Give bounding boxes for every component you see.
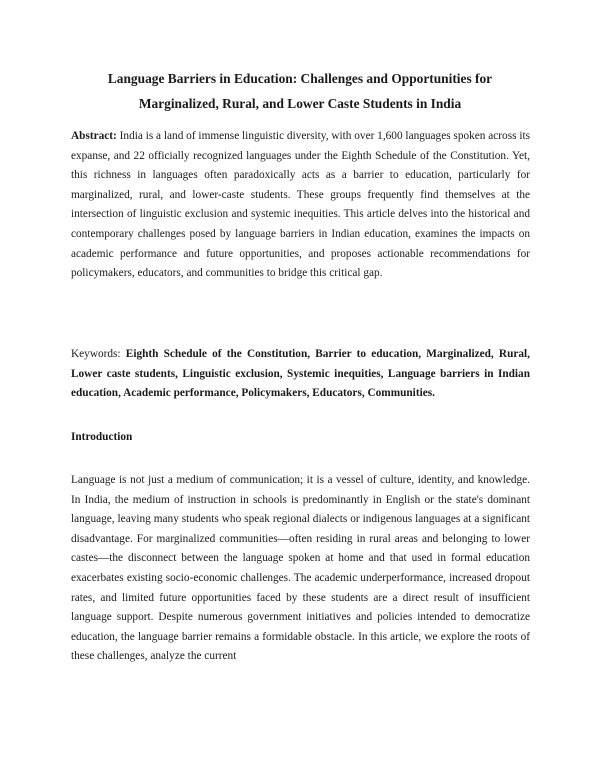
- paper-title-line-2: Marginalized, Rural, and Lower Caste Students in India: [138, 96, 462, 111]
- introduction-paragraph: Language is not just a medium of communication; it is a vessel of culture, identity, and knowledge. In India, the medium of instruction in schools is predominantly in English or the state's dominant language, leaving many students who speak regional dialects or indigenous languages at a significant disadvantage. For marginalized communities—often residing in rural areas and belonging to lower castes—the disconnect between the language spoken at home and that used in formal education exacerbates existing socio-economic challenges. The academic underperformance, increased dropout rates, and limited future opportunities faced by these students are a direct result of insufficient language support. Despite numerous government initiatives and policies intended to democratize education, the language barrier remains a formidable obstacle. In this article, we explore the roots of these challenges, analyze the current: [71, 474, 530, 663]
- keywords-paragraph: [71, 345, 530, 404]
- abstract-paragraph: [71, 127, 530, 284]
- abstract-text: India is a land of immense linguistic diversity, with over 1,600 languages spoken across its expanse, and 22 officially recognized languages under the Eighth Schedule of the Constitution. Yet, this richness in languages often paradoxically acts as a barrier to education, particularly for marginalized, rural, and lower-caste students. These groups frequently find themselves at the intersection of linguistic exclusion and systemic inequities. This article delves into the historical and contemporary challenges posed by language barriers in Indian education, examines the impacts on academic performance and future opportunities, and proposes actionable recommendations for policymakers, educators, and communities to bridge this critical gap.: [71, 130, 531, 280]
- keywords-text: Eighth Schedule of the Constitution, Barrier to education, Marginalized, Rural, Lower caste students, Linguistic exclusion, Systemic inequities, Language barriers in Indian education, Academic performance, Policymakers, Educators, Communities.: [71, 348, 530, 400]
- keywords-label: Keywords:: [71, 348, 121, 360]
- introduction-heading: Introduction: [71, 431, 133, 443]
- paper-title: [60, 66, 540, 116]
- paper-title-line-1: Language Barriers in Education: Challenges and Opportunities for: [107, 71, 493, 86]
- abstract-label: Abstract:: [71, 130, 117, 142]
